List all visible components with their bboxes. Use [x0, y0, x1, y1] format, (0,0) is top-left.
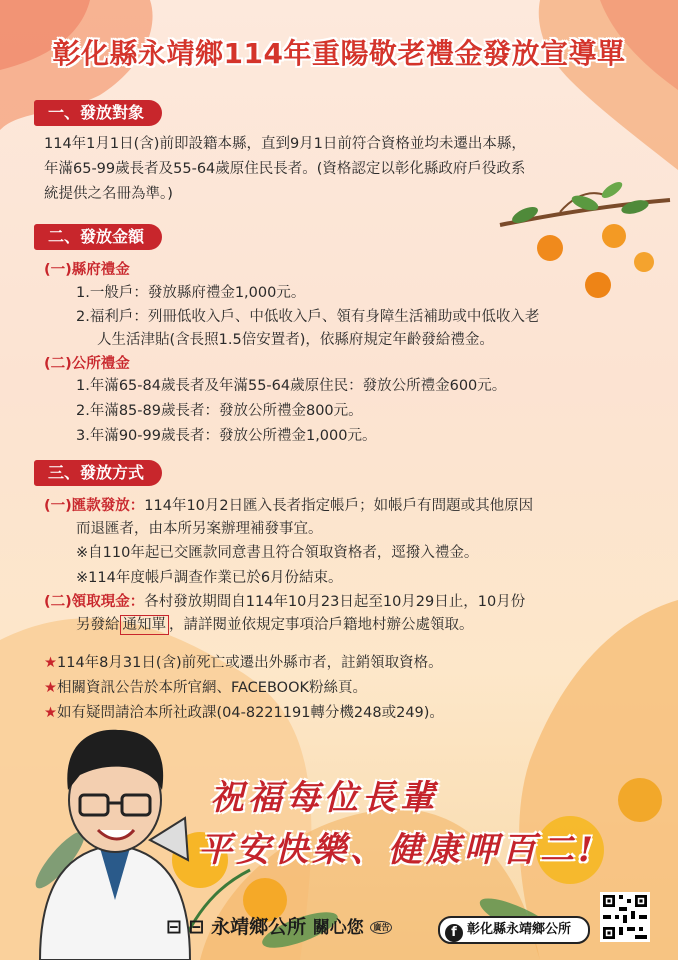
office-gift-line-2: 2.年滿85-89歲長者：發放公所禮金800元。 [76, 403, 363, 419]
qr-code-icon[interactable] [600, 892, 650, 942]
ad-tag: 廣告 [370, 921, 392, 934]
notice-slip-box: 通知單 [120, 615, 170, 635]
section-heading-method: 三、發放方式 [34, 460, 162, 486]
office-gift-line-1: 1.年滿65-84歲長者及年滿55-64歲原住民：發放公所禮金600元。 [76, 378, 507, 394]
county-gift-line-1: 1.一般戶：發放縣府禮金1,000元。 [76, 285, 306, 301]
persimmon-branch-icon [500, 179, 670, 298]
facebook-page-badge[interactable] [438, 916, 590, 944]
office-gift-line-3: 3.年滿90-99歲長者：發放公所禮金1,000元。 [76, 428, 377, 444]
section-heading-eligibility: 一、發放對象 [34, 100, 162, 126]
remit-line-1-text: 114年10月2日匯入長者指定帳戶；如帳戶有問題或其他原因 [144, 498, 534, 514]
cash-line-2-pre: 另發給 [76, 617, 120, 633]
county-gift-label: (一)縣府禮金 [44, 262, 130, 278]
eligibility-line-3: 統提供之名冊為準。) [44, 186, 173, 202]
office-gift-label: (二)公所禮金 [44, 356, 130, 372]
note-2-text: 相關資訊公告於本所官網、FACEBOOK粉絲頁。 [57, 680, 367, 696]
note-3 [44, 701, 444, 725]
page-title: 彰化縣永靖鄉114年重陽敬老禮金發放宣導單 [52, 37, 626, 70]
note-1 [44, 651, 443, 675]
cash-line-1 [44, 590, 525, 614]
remit-note-2: ※114年度帳戶調查作業已於6月份結束。 [76, 570, 343, 586]
eligibility-line-1: 114年1月1日(含)前即設籍本縣，直到9月1日前符合資格並均未遷出本縣， [44, 136, 526, 152]
facebook-page-name: 彰化縣永靖鄉公所 [467, 922, 572, 937]
township-office-logo [166, 912, 392, 939]
logo-text: 永靖鄉公所 [211, 916, 307, 938]
star-icon: ★ [44, 655, 57, 671]
remit-line-2: 而退匯者，由本所另案辦理補發事宜。 [76, 521, 323, 537]
qr-code-pattern [603, 895, 647, 939]
facebook-icon: f [445, 924, 463, 942]
cash-line-2-post: ，請詳閱並依規定事項洽戶籍地村辦公處領取。 [169, 617, 474, 633]
county-gift-line-2: 2.福利戶：列冊低收入戶、中低收入戶、領有身障生活補助或中低收入老 [76, 309, 540, 325]
section-heading-amount: 二、發放金額 [34, 224, 162, 250]
cash-label: (二)領取現金： [44, 594, 145, 610]
note-1-text: 114年8月31日(含)前死亡或遷出外縣市者，註銷領取資格。 [57, 655, 443, 671]
blessing-line-2: 平安快樂、健康呷百二! [198, 830, 597, 870]
star-icon: ★ [44, 705, 57, 721]
logo-mark-icon: ⊟ ⊟ [166, 916, 205, 938]
remit-label: (一)匯款發放： [44, 498, 145, 514]
remit-line-1 [44, 494, 533, 518]
remit-note-1: ※自110年起已交匯款同意書且符合領取資格者，逕撥入禮金。 [76, 545, 479, 561]
logo-care-text: 關心您 [312, 918, 364, 938]
note-3-text: 如有疑問請洽本所社政課(04-8221191轉分機248或249)。 [57, 705, 444, 721]
cash-line-1-text: 各村發放期間自114年10月23日起至10月29日止，10月份 [144, 594, 526, 610]
note-2 [44, 676, 367, 700]
county-gift-line-3: 人生活津貼(含長照1.5倍安置者)，依縣府規定年齡發給禮金。 [97, 332, 494, 348]
cash-line-2 [76, 613, 474, 637]
blessing-line-1: 祝福每位長輩 [210, 778, 438, 818]
star-icon: ★ [44, 680, 57, 696]
eligibility-line-2: 年滿65-99歲長者及55-64歲原住民長者。(資格認定以彰化縣政府戶役政系 [44, 161, 526, 177]
